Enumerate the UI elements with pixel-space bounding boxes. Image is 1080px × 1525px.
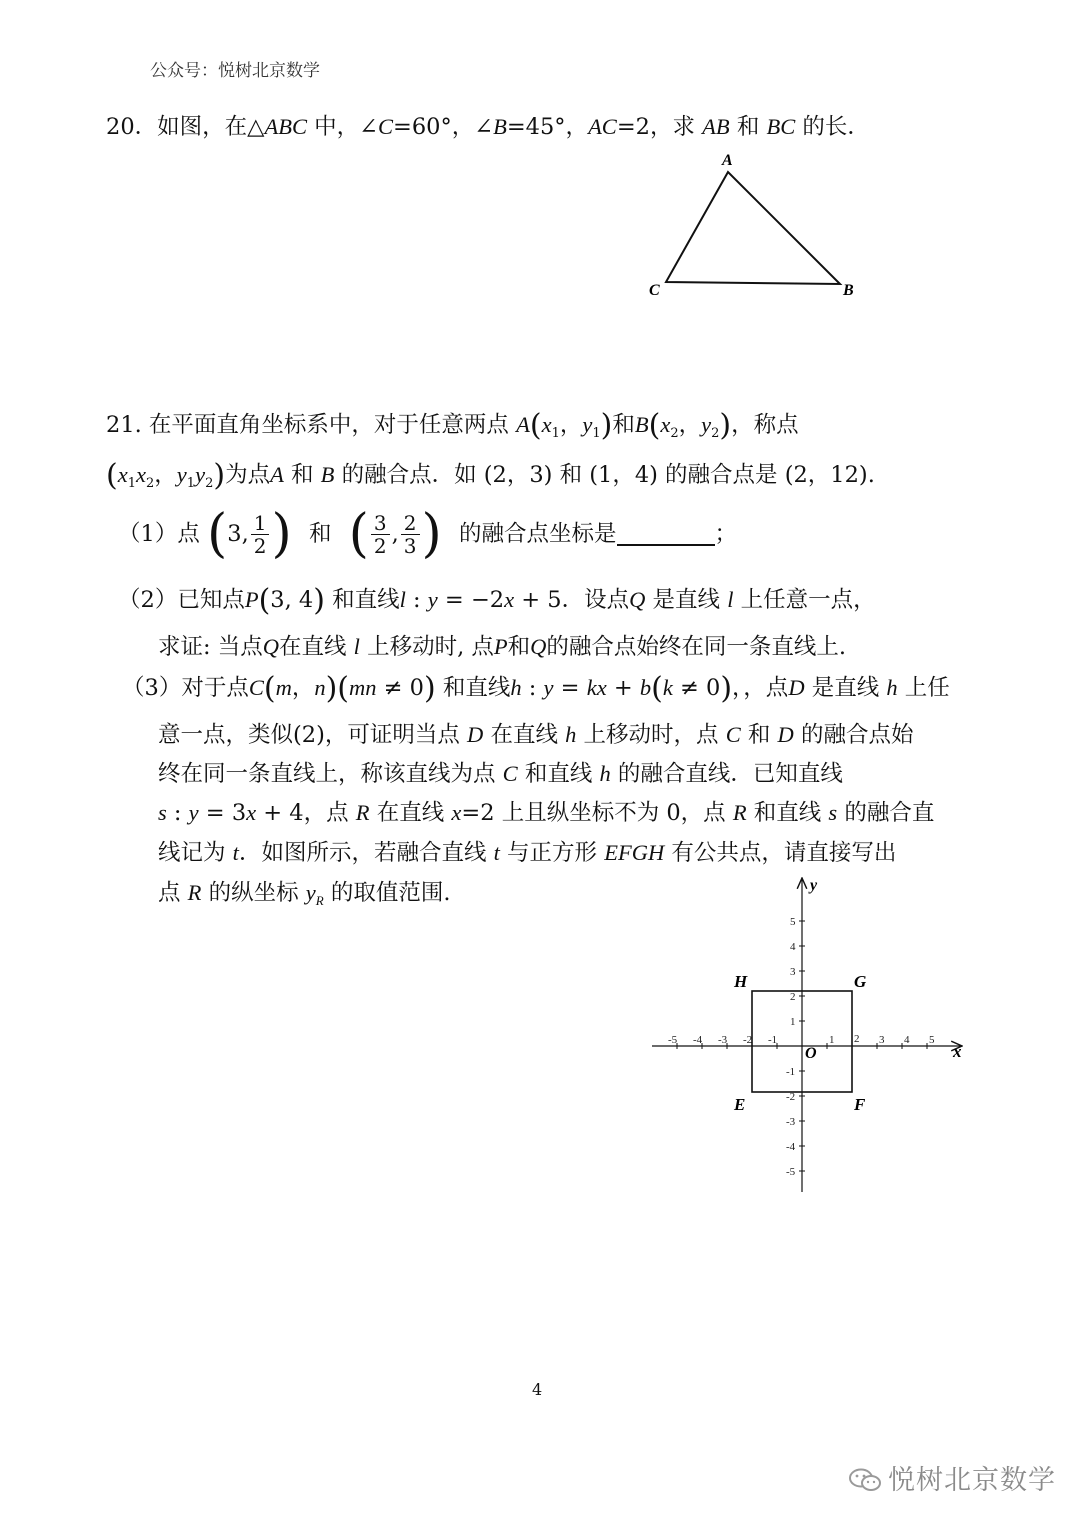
question-20: 20．如图，在△ABC 中，∠C=60°，∠B=45°，AC=2，求 AB 和 BC 的长． [106,114,870,140]
x-tick-label: 4 [904,1034,910,1046]
q21-part-3-line-2: 意一点，类似(2)，可证明当点 D 在直线 h 上移动时，点 C 和 D 的融合点始 [158,722,914,748]
x-tick-label: 5 [929,1034,935,1046]
x-tick-label: -5 [668,1034,678,1046]
y-axis-label: y [810,877,818,894]
y-tick-label: -5 [786,1166,796,1178]
coordinate-graph [640,870,980,1200]
page-header: 公众号：悦树北京数学 [150,61,320,81]
vertex-f: F [854,1095,866,1114]
triangle-abc [666,172,840,284]
y-tick-label: 5 [790,916,796,928]
x-tick-label: -1 [768,1034,778,1046]
label-b: B [843,282,854,299]
q21-part-3-line-3: 终在同一条直线上，称该直线为点 C 和直线 h 的融合直线．已知直线 [158,761,843,787]
y-tick-label: 3 [790,966,796,978]
y-tick-label: 1 [790,1016,796,1028]
y-tick-label: 2 [790,991,796,1003]
y-tick-label: -1 [786,1066,796,1078]
vertex-h: H [734,972,748,991]
q21-line-2: ($x_1x_2$，$y_1y_2$)为点A 和 B 的融合点．如 (2，3) 和 (1，4) 的融合点是 (2，12). [106,458,875,493]
label-a: A [722,152,733,169]
y-tick-label: -4 [786,1141,796,1153]
watermark: 悦树北京数学 [848,1458,1056,1497]
q21-part-1: （1）点 (3, $\frac{1}{2}$ ) 和 ( $\frac{3}{2}$ , $\frac{2}{3}$ ) 的融合点坐标是 ； [118,504,738,564]
q21-part-3: （3）对于点C(m，n)(mn ≠ 0) 和直线h : y = kx + b(k ≠ 0)，，点D 是直线 h 上任 [122,671,950,706]
page-number: 4 [532,1380,543,1399]
q21-part-3-line-5: 线记为 t．如图所示，若融合直线 t 与正方形 EFGH 有公共点，请直接写出 [158,840,897,866]
y-tick-label: -3 [786,1116,796,1128]
x-tick-label: -3 [718,1034,728,1046]
q21-part-2: （2）已知点P(3, 4) 和直线l : y = −2x + 5．设点Q 是直线 l 上任意一点， [118,583,876,618]
x-tick-label: -2 [743,1034,753,1046]
label-c: C [649,282,660,299]
q21-part-2-line-2: 求证: 当点Q在直线 l 上移动时, 点P和Q的融合点始终在同一条直线上. [158,634,847,660]
x-tick-label: 2 [854,1033,860,1045]
q21-line-1: 21. 在平面直角坐标系中，对于任意两点 $A(x_1$，$y_1$)和$B(x_2$，$y_2$)，称点 [106,408,799,443]
x-axis-label: x [953,1042,962,1061]
y-tick-label: 4 [790,941,796,953]
q20-number: 20． [106,114,158,140]
x-tick-label: -4 [693,1034,703,1046]
x-tick-label: 1 [829,1034,835,1046]
vertex-g: G [854,972,867,991]
q21-part-3-line-6: 点 R 的纵坐标 $y_R$ 的取值范围. [158,880,451,908]
vertex-e: E [734,1095,746,1114]
triangle-figure [640,145,870,305]
y-tick-label: -2 [786,1091,796,1103]
origin-label: O [805,1045,817,1062]
x-tick-label: 3 [879,1034,885,1046]
answer-blank[interactable] [617,522,715,546]
q21-part-3-line-4: s : y = 3x + 4，点 R 在直线 x=2 上且纵坐标不为 0，点 R 和直线 s 的融合直 [158,800,935,826]
wechat-icon [848,1468,882,1492]
